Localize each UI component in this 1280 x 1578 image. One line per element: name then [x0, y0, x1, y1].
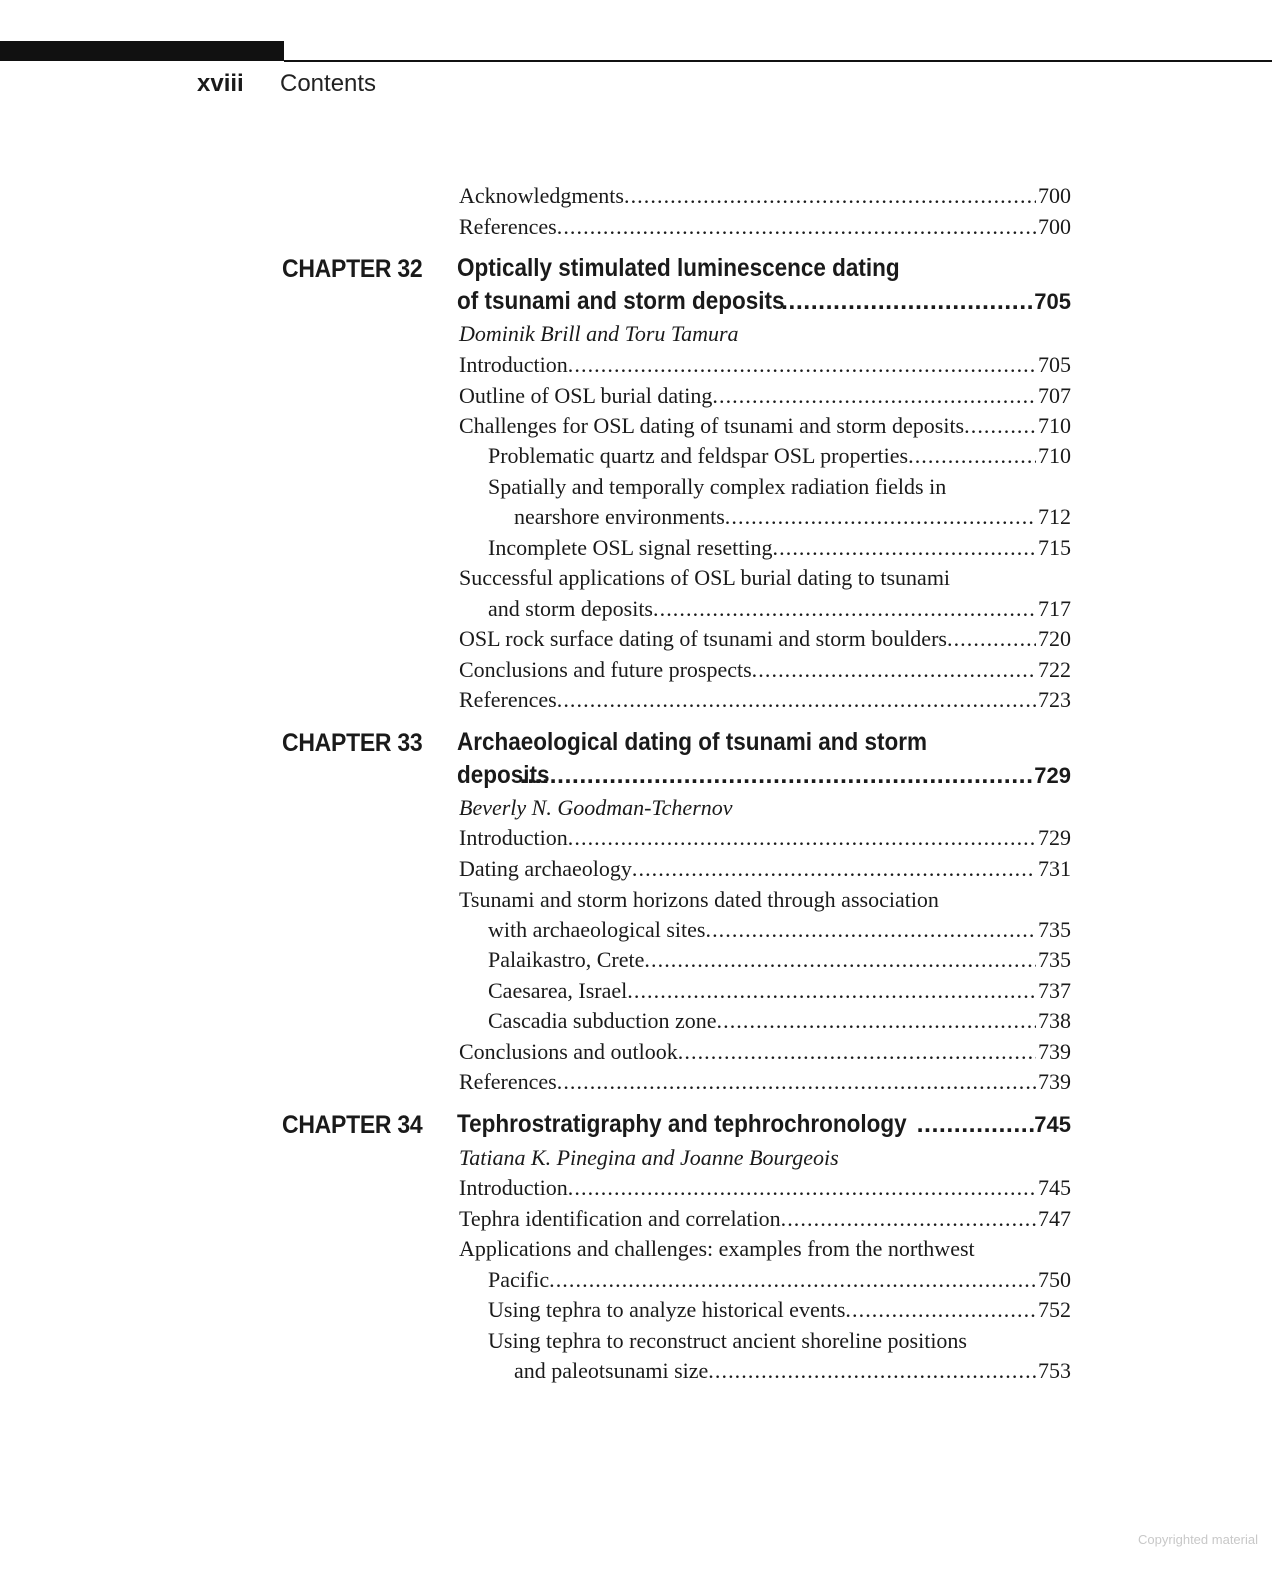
toc-entry-title: Using tephra to analyze historical events	[488, 1297, 846, 1322]
toc-entry-page: 720	[1038, 626, 1071, 651]
toc-entry-page: 753	[1038, 1358, 1071, 1383]
toc-entry-title: Incomplete OSL signal resetting	[488, 535, 773, 560]
toc-entry-title: Pacific	[488, 1267, 550, 1292]
toc-entry-title: Dating archaeology	[459, 856, 632, 881]
toc-entry-title: Caesarea, Israel	[488, 978, 628, 1003]
toc-entry[interactable]	[488, 441, 1071, 471]
toc-entry[interactable]	[459, 1173, 1071, 1203]
toc-entry-page: 750	[1038, 1267, 1071, 1292]
chapter-title-line: Archaeological dating of tsunami and storm	[457, 728, 928, 756]
toc-entry-title: Challenges for OSL dating of tsunami and storm deposits	[459, 413, 965, 438]
toc-entry-page: 715	[1038, 535, 1071, 560]
chapter-title[interactable]	[457, 252, 1071, 285]
toc-entry-page: 747	[1038, 1206, 1071, 1231]
toc-entry-title: Cascadia subduction zone	[488, 1008, 717, 1033]
toc-entry[interactable]	[459, 823, 1071, 853]
toc-entry-title: Acknowledgments	[459, 183, 624, 208]
toc-entry-title: Conclusions and outlook	[459, 1039, 678, 1064]
toc-entry[interactable]	[459, 181, 1071, 211]
toc-entry[interactable]	[488, 945, 1071, 975]
chapter-title[interactable]	[457, 726, 1071, 759]
chapter-page: 745	[1034, 1112, 1071, 1137]
toc-entry[interactable]	[459, 350, 1071, 380]
page-folio: xviii	[197, 70, 244, 97]
chapter-label: CHAPTER 33	[282, 729, 423, 757]
toc-entry[interactable]	[514, 1356, 1071, 1386]
toc-entry-title: and paleotsunami size	[514, 1358, 709, 1383]
toc-entry-title: Tephra identification and correlation	[459, 1206, 781, 1231]
copyright-watermark: Copyrighted material	[1138, 1532, 1258, 1547]
toc-entry-page: 705	[1038, 352, 1071, 377]
toc-entry-title: Tsunami and storm horizons dated through association	[459, 887, 939, 912]
toc-entry-page: 729	[1038, 825, 1071, 850]
toc-entry-page: 722	[1038, 657, 1071, 682]
toc-entry[interactable]	[459, 685, 1071, 715]
chapter-label: CHAPTER 32	[282, 255, 423, 283]
toc-entry-title: Introduction	[459, 825, 568, 850]
chapter-title-line: Tephrostratigraphy and tephrochronology	[457, 1110, 907, 1138]
toc-entry-title: Conclusions and future prospects	[459, 657, 752, 682]
toc-entry-page: 731	[1038, 856, 1071, 881]
toc-entry[interactable]	[459, 624, 1071, 654]
toc-entry-page: 735	[1038, 917, 1071, 942]
toc-entry[interactable]	[488, 594, 1071, 624]
toc-entry-title: Palaikastro, Crete	[488, 947, 645, 972]
toc-entry[interactable]	[459, 885, 1071, 915]
chapter-page: 705	[1034, 289, 1071, 314]
toc-entry[interactable]	[488, 915, 1071, 945]
chapter-authors: Dominik Brill and Toru Tamura	[459, 321, 739, 346]
toc-entry[interactable]	[488, 472, 1071, 502]
toc-entry-page: 717	[1038, 596, 1071, 621]
toc-entry[interactable]	[459, 563, 1071, 593]
toc-entry-page: 752	[1038, 1297, 1071, 1322]
chapter-title-line: Optically stimulated luminescence dating	[457, 254, 900, 282]
toc-entry[interactable]	[488, 1006, 1071, 1036]
toc-entry-title: Outline of OSL burial dating	[459, 383, 713, 408]
toc-entry[interactable]	[459, 655, 1071, 685]
toc-entry[interactable]	[459, 381, 1071, 411]
toc-entry-title: Successful applications of OSL burial dating to tsunami	[459, 565, 951, 590]
toc-entry[interactable]	[514, 502, 1071, 532]
toc-entry-title: Applications and challenges: examples from the northwest	[459, 1236, 975, 1261]
toc-entry-title: References	[459, 1069, 557, 1094]
toc-entry-page: 738	[1038, 1008, 1071, 1033]
chapter-title[interactable]	[457, 1108, 1071, 1141]
toc-entry[interactable]	[459, 854, 1071, 884]
toc-entry-page: 737	[1038, 978, 1071, 1003]
toc-entry[interactable]	[488, 1326, 1071, 1356]
toc-entry[interactable]	[488, 1265, 1071, 1295]
toc-entry-page: 739	[1038, 1039, 1071, 1064]
chapter-title[interactable]	[457, 285, 1071, 318]
toc-entry-title: Problematic quartz and feldspar OSL properties	[488, 443, 909, 468]
toc-entry[interactable]	[488, 976, 1071, 1006]
toc-entry-title: Introduction	[459, 352, 568, 377]
toc-entry-page: 739	[1038, 1069, 1071, 1094]
toc-entry-page: 723	[1038, 687, 1071, 712]
running-head	[197, 70, 376, 102]
toc-entry-title: Using tephra to reconstruct ancient shoreline positions	[488, 1328, 967, 1353]
chapter-title-line: of tsunami and storm deposits	[457, 287, 785, 315]
toc-entry-title: References	[459, 214, 557, 239]
toc-entry[interactable]	[488, 533, 1071, 563]
toc-entry-title: OSL rock surface dating of tsunami and storm boulders	[459, 626, 947, 651]
chapter-page: 729	[1034, 763, 1071, 788]
toc-entry-title: and storm deposits	[488, 596, 653, 621]
toc-entry-title: with archaeological sites	[488, 917, 706, 942]
header-rule	[284, 60, 1272, 62]
toc-entry[interactable]	[459, 1037, 1071, 1067]
toc-entry-page: 700	[1038, 214, 1071, 239]
toc-entry-page: 710	[1038, 413, 1071, 438]
chapter-title[interactable]	[457, 759, 1071, 792]
toc-entry-page: 700	[1038, 183, 1071, 208]
chapter-label: CHAPTER 34	[282, 1111, 423, 1139]
chapter-title-line: deposits	[457, 761, 550, 789]
toc-entry-page: 712	[1038, 504, 1071, 529]
running-head-title: Contents	[280, 70, 377, 97]
chapter-authors: Beverly N. Goodman-Tchernov	[459, 795, 733, 820]
toc-entry-title: nearshore environments	[514, 504, 725, 529]
toc-entry-title: References	[459, 687, 557, 712]
toc-entry-page: 745	[1038, 1175, 1071, 1200]
chapter-authors: Tatiana K. Pinegina and Joanne Bourgeois	[459, 1145, 839, 1170]
toc-entry[interactable]	[488, 1295, 1071, 1325]
toc-entry-page: 707	[1038, 383, 1071, 408]
toc-entry[interactable]	[459, 1204, 1071, 1234]
toc-entry[interactable]	[459, 411, 1071, 441]
toc-entry-page: 710	[1038, 443, 1071, 468]
header-bar-thick	[0, 41, 284, 61]
toc-entry-title: Spatially and temporally complex radiation fields in	[488, 474, 947, 499]
toc-entry[interactable]	[459, 1234, 1071, 1264]
toc-entry-title: Introduction	[459, 1175, 568, 1200]
toc-entry[interactable]	[459, 212, 1071, 242]
toc-entry-page: 735	[1038, 947, 1071, 972]
toc-entry[interactable]	[459, 1067, 1071, 1097]
